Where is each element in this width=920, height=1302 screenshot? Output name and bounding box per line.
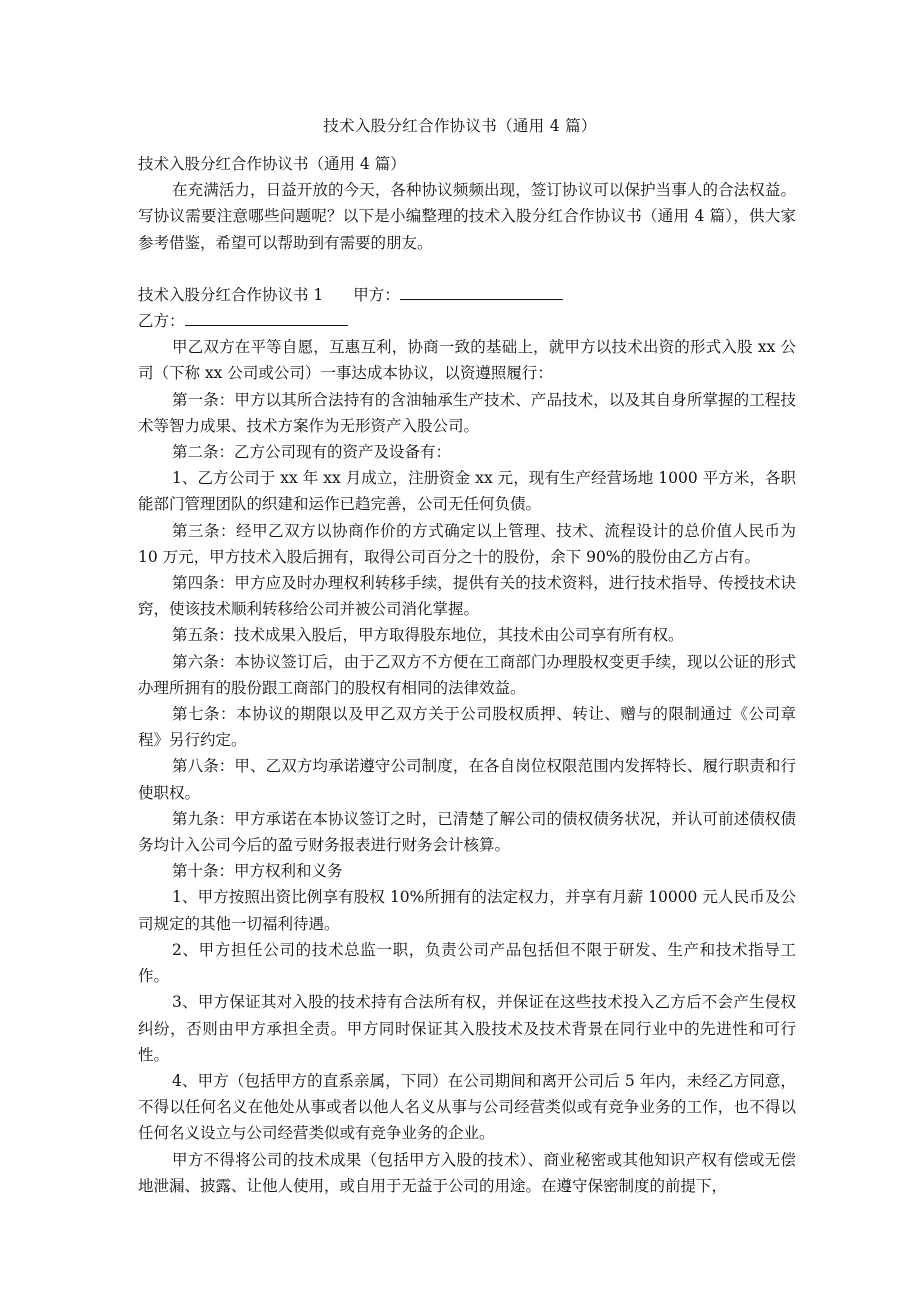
article-10-item-4: 4、甲方（包括甲方的直系亲属，下同）在公司期间和离开公司后 5 年内，未经乙方同意，不得以任何名义在他处从事或者以他人名义从事与公司经营类似或有竞争业务的工作，也不得以任何名义设立与公司经营类似或有竞争业务的企业。 [138,1071,796,1143]
article-10: 第十条：甲方权利和义务 [172,862,343,881]
agreement-title: 技术入股分红合作协议书 1 [138,285,324,304]
party-a-label: 甲方： [353,285,400,304]
document-body [138,151,796,1199]
document-subtitle: 技术入股分红合作协议书（通用 4 篇） [138,155,406,173]
article-10-item-3: 3、甲方保证其对入股的技术持有合法所有权，并保证在这些技术投入乙方后不会产生侵权纠纷，否则由甲方承担全责。甲方同时保证其入股技术及技术背景在同行业中的先进性和可行性。 [138,993,796,1064]
confidentiality-paragraph: 甲方不得将公司的技术成果（包括甲方入股的技术）、商业秘密或其他知识产权有偿或无偿地泄漏、披露、让他人使用，或自用于无益于公司的用途。在遵守保密制度的前提下， [138,1150,796,1195]
article-3: 第三条：经甲乙双方以协商作价的方式确定以上管理、技术、流程设计的总价值人民币为 10 万元，甲方技术入股后拥有，取得公司百分之十的股份，余下 90%的股份由乙方占有。 [138,521,796,566]
agreement-header-line [138,282,796,308]
article-4: 第四条：甲方应及时办理权利转移手续，提供有关的技术资料，进行技术指导、传授技术诀窍，使该技术顺利转移给公司并被公司消化掌握。 [138,574,796,619]
article-5: 第五条：技术成果入股后，甲方取得股东地位，其技术由公司享有所有权。 [172,626,684,645]
article-10-item-2: 2、甲方担任公司的技术总监一职，负责公司产品包括但不限于研发、生产和技术指导工作。 [138,940,796,986]
party-b-signature-line [185,310,348,326]
party-a-signature-line [400,284,563,300]
article-2: 第二条：乙方公司现有的资产及设备有： [172,443,452,462]
intro-paragraph: 在充满活力，日益开放的今天，各种协议频频出现，签订协议可以保护当事人的合法权益。写协议需要注意哪些问题呢？以下是小编整理的技术入股分红合作协议书（通用 4 篇），供大家参考借鉴，希望可以帮助到有需要的朋友。 [138,181,796,252]
article-2-item-1: 1、乙方公司于 xx 年 xx 月成立，注册资金 xx 元，现有生产经营场地 1000 平方米，各职能部门管理团队的织建和运作已趋完善，公司无任何负债。 [138,469,796,514]
preamble-paragraph: 甲乙双方在平等自愿，互惠互利，协商一致的基础上，就甲方以技术出资的形式入股 xx 公司（下称 xx 公司或公司）一事达成本协议，以资遵照履行： [138,338,796,383]
party-b-line [138,308,796,334]
article-10-item-1: 1、甲方按照出资比例享有股权 10%所拥有的法定权力，并享有月薪 10000 元人民币及公司规定的其他一切福利待遇。 [138,888,796,933]
document-title: 技术入股分红合作协议书（通用 4 篇） [323,117,597,135]
article-7: 第七条：本协议的期限以及甲乙双方关于公司股权质押、转让、赠与的限制通过《公司章程》另行约定。 [138,705,796,750]
article-6: 第六条：本协议签订后，由于乙双方不方便在工商部门办理股权变更手续，现以公证的形式办理所拥有的股份跟工商部门的股权有相同的法律效益。 [138,652,796,697]
blank-line [138,256,796,282]
article-1: 第一条：甲方以其所合法持有的含油轴承生产技术、产品技术，以及其自身所掌握的工程技术等智力成果、技术方案作为无形资产入股公司。 [138,390,796,435]
party-b-label: 乙方： [138,312,185,331]
article-9: 第九条：甲方承诺在本协议签订之时，已清楚了解公司的债权债务状况，并认可前述债权债务均计入公司今后的盈亏财务报表进行财务会计核算。 [138,809,796,855]
article-8: 第八条：甲、乙双方均承诺遵守公司制度，在各自岗位权限范围内发挥特长、履行职责和行使职权。 [138,757,796,802]
